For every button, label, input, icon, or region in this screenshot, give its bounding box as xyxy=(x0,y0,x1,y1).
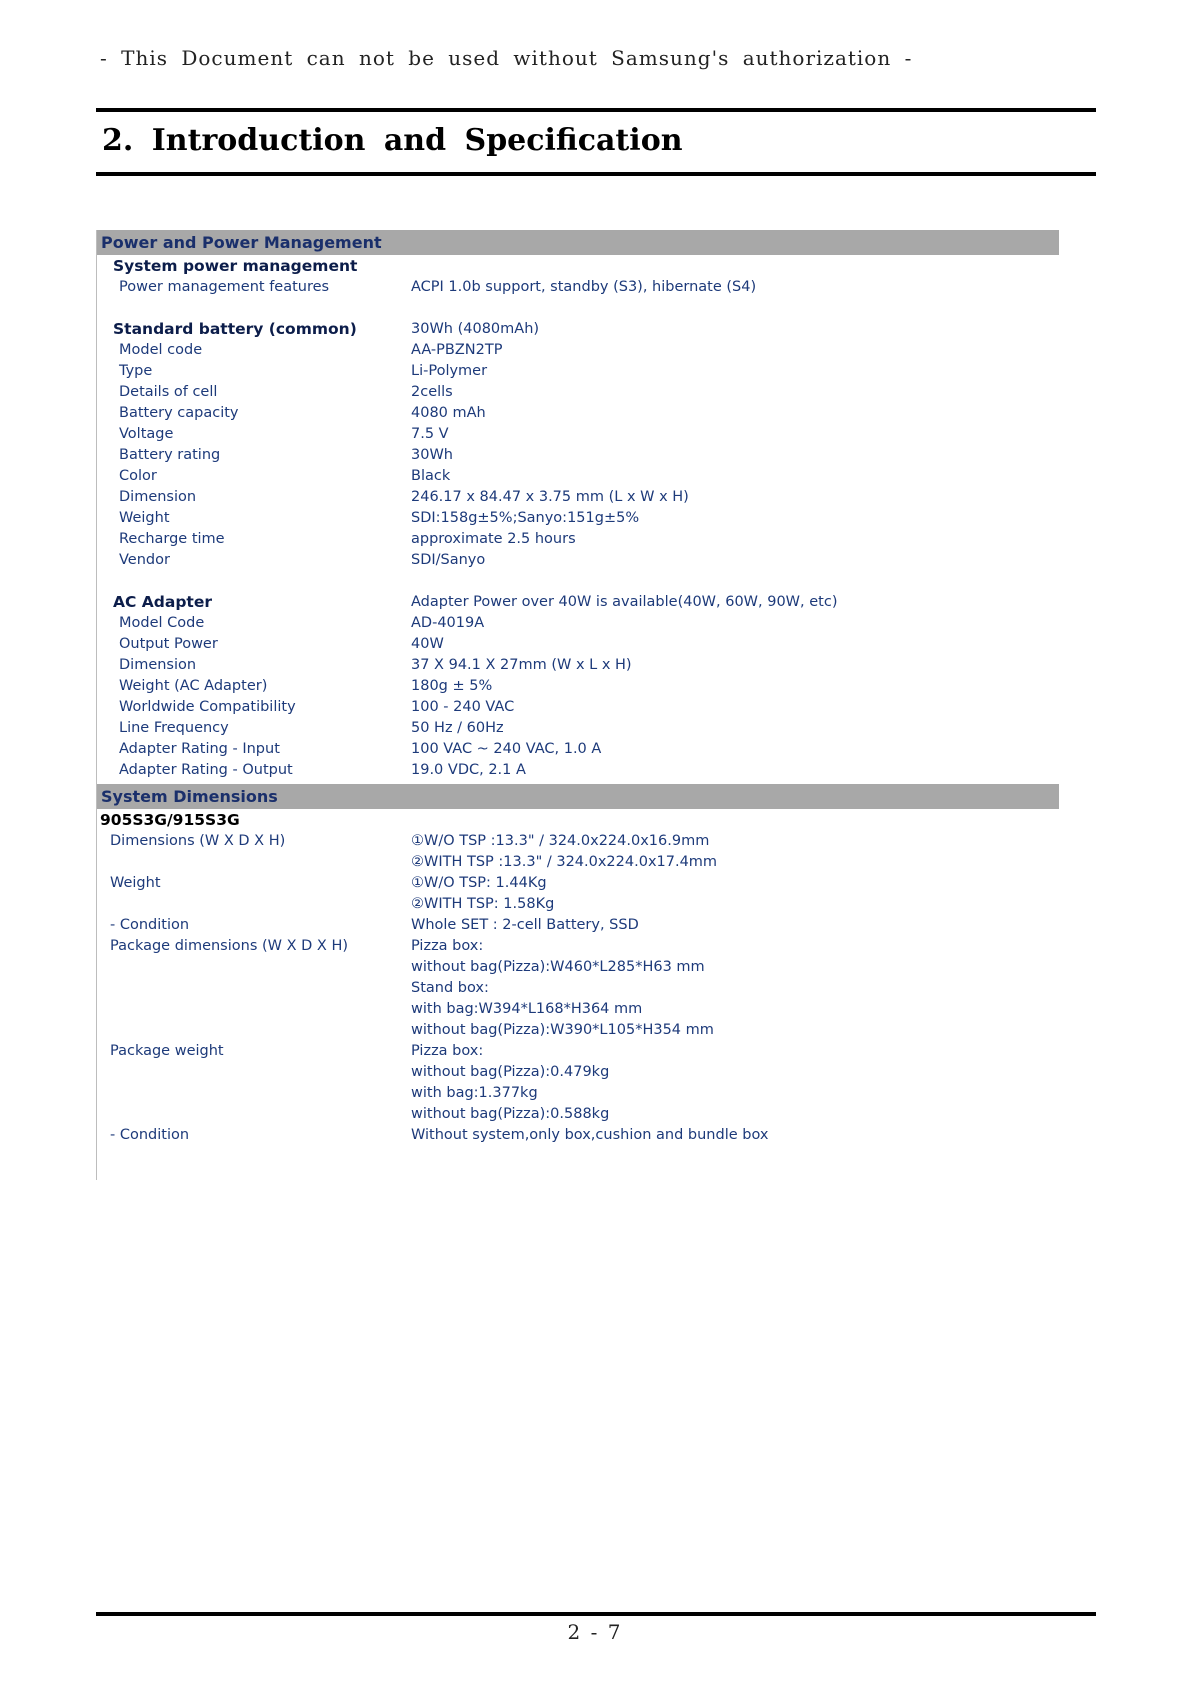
spec-label: Model Code xyxy=(119,615,205,631)
spec-value: ACPI 1.0b support, standby (S3), hibernate (S4) xyxy=(411,279,757,295)
spec-label: Weight xyxy=(110,875,161,891)
spec-row xyxy=(97,1125,1057,1146)
spec-row xyxy=(97,592,1057,613)
spacer-row xyxy=(97,571,1057,592)
spec-label: Package weight xyxy=(110,1043,224,1059)
specification-table xyxy=(96,230,1061,1180)
spec-value: Whole SET : 2-cell Battery, SSD xyxy=(411,917,639,933)
spec-value: 2cells xyxy=(411,384,453,400)
spec-row xyxy=(97,1062,1057,1083)
top-rule xyxy=(96,108,1096,112)
spec-label: Adapter Rating - Output xyxy=(119,762,293,778)
spec-value: 180g ± 5% xyxy=(411,678,493,694)
spec-value: without bag(Pizza):0.588kg xyxy=(411,1106,610,1122)
spec-value: ②WITH TSP: 1.58Kg xyxy=(411,896,555,912)
spec-value: without bag(Pizza):W460*L285*H63 mm xyxy=(411,959,705,975)
spec-label: Model code xyxy=(119,342,203,358)
spec-row xyxy=(97,810,1057,831)
spec-value: AD-4019A xyxy=(411,615,485,631)
spec-row xyxy=(97,361,1057,382)
spec-value: SDI/Sanyo xyxy=(411,552,486,568)
spec-row xyxy=(97,340,1057,361)
spec-row xyxy=(97,1041,1057,1062)
spec-label: Battery capacity xyxy=(119,405,239,421)
spec-value: without bag(Pizza):W390*L105*H354 mm xyxy=(411,1022,714,1038)
spec-label: Vendor xyxy=(119,552,170,568)
spec-row xyxy=(97,634,1057,655)
spec-value: with bag:W394*L168*H364 mm xyxy=(411,1001,643,1017)
spec-row xyxy=(97,487,1057,508)
spec-label: Voltage xyxy=(119,426,174,442)
spec-row xyxy=(97,550,1057,571)
spec-row xyxy=(97,1083,1057,1104)
spec-value: ①W/O TSP: 1.44Kg xyxy=(411,875,547,891)
spec-value: 37 X 94.1 X 27mm (W x L x H) xyxy=(411,657,632,673)
section-header-dimensions: System Dimensions xyxy=(97,784,1059,809)
spec-label: AC Adapter xyxy=(113,593,212,611)
spec-label: Color xyxy=(119,468,157,484)
spec-row xyxy=(97,508,1057,529)
spec-row xyxy=(97,676,1057,697)
spec-row xyxy=(97,403,1057,424)
spec-row xyxy=(97,978,1057,999)
spec-value: 40W xyxy=(411,636,444,652)
document-header-note: - This Document can not be used without Samsung's authorization - xyxy=(100,46,913,70)
spec-label: Output Power xyxy=(119,636,218,652)
spec-value: Adapter Power over 40W is available(40W, 60W, 90W, etc) xyxy=(411,594,838,610)
spec-label: Weight (AC Adapter) xyxy=(119,678,268,694)
spec-label: 905S3G/915S3G xyxy=(100,811,240,829)
spec-value: ①W/O TSP :13.3" / 324.0x224.0x16.9mm xyxy=(411,833,710,849)
spec-row xyxy=(97,999,1057,1020)
spec-row xyxy=(97,894,1057,915)
spec-value: Without system,only box,cushion and bundle box xyxy=(411,1127,769,1143)
spec-value: Stand box: xyxy=(411,980,489,996)
spec-row xyxy=(97,529,1057,550)
spec-row xyxy=(97,613,1057,634)
spec-label: Dimension xyxy=(119,657,197,673)
spec-label: Recharge time xyxy=(119,531,225,547)
spec-value: Li-Polymer xyxy=(411,363,488,379)
spec-value: approximate 2.5 hours xyxy=(411,531,576,547)
spec-value: 30Wh (4080mAh) xyxy=(411,321,540,337)
spec-value: ②WITH TSP :13.3" / 324.0x224.0x17.4mm xyxy=(411,854,718,870)
spec-value: AA-PBZN2TP xyxy=(411,342,503,358)
spacer-row xyxy=(97,298,1057,319)
spec-label: Adapter Rating - Input xyxy=(119,741,280,757)
spec-label: System power management xyxy=(113,257,358,275)
title-rule xyxy=(96,172,1096,176)
spec-value: Pizza box: xyxy=(411,1043,484,1059)
spec-row xyxy=(97,697,1057,718)
spec-row xyxy=(97,831,1057,852)
spec-label: Package dimensions (W X D X H) xyxy=(110,938,349,954)
spec-value: 100 - 240 VAC xyxy=(411,699,515,715)
spec-row xyxy=(97,1104,1057,1125)
spec-row xyxy=(97,445,1057,466)
spec-row xyxy=(97,957,1057,978)
spec-label: Dimensions (W X D X H) xyxy=(110,833,286,849)
spec-label: Line Frequency xyxy=(119,720,229,736)
page-title: 2. Introduction and Specification xyxy=(102,123,683,158)
spec-row xyxy=(97,718,1057,739)
spec-label: - Condition xyxy=(110,1127,190,1143)
spec-value: 50 Hz / 60Hz xyxy=(411,720,504,736)
spec-value: 4080 mAh xyxy=(411,405,486,421)
spec-row xyxy=(97,873,1057,894)
spec-label: Standard battery (common) xyxy=(113,320,357,338)
spec-value: 30Wh xyxy=(411,447,453,463)
spec-row xyxy=(97,424,1057,445)
spec-value: Black xyxy=(411,468,451,484)
spec-value: SDI:158g±5%;Sanyo:151g±5% xyxy=(411,510,640,526)
spec-value: 19.0 VDC, 2.1 A xyxy=(411,762,526,778)
spec-row xyxy=(97,760,1057,781)
spec-label: Battery rating xyxy=(119,447,221,463)
spec-row xyxy=(97,852,1057,873)
spec-row xyxy=(97,1020,1057,1041)
spec-row xyxy=(97,466,1057,487)
section-header-power: Power and Power Management xyxy=(97,230,1059,255)
spec-value: 246.17 x 84.47 x 3.75 mm (L x W x H) xyxy=(411,489,689,505)
page-number: 2 - 7 xyxy=(567,1620,623,1644)
spec-row xyxy=(97,256,1057,277)
spec-label: Dimension xyxy=(119,489,197,505)
spec-value: without bag(Pizza):0.479kg xyxy=(411,1064,610,1080)
spec-row xyxy=(97,655,1057,676)
spec-label: Worldwide Compatibility xyxy=(119,699,296,715)
spec-value: Pizza box: xyxy=(411,938,484,954)
spec-label: Type xyxy=(119,363,153,379)
spec-row xyxy=(97,319,1057,340)
bottom-rule xyxy=(96,1612,1096,1616)
spec-value: 7.5 V xyxy=(411,426,449,442)
spec-row xyxy=(97,915,1057,936)
spec-label: - Condition xyxy=(110,917,190,933)
spec-row xyxy=(97,936,1057,957)
spec-value: with bag:1.377kg xyxy=(411,1085,538,1101)
spec-value: 100 VAC ~ 240 VAC, 1.0 A xyxy=(411,741,602,757)
spec-label: Power management features xyxy=(119,279,330,295)
spec-label: Weight xyxy=(119,510,170,526)
spec-row xyxy=(97,739,1057,760)
spec-row xyxy=(97,382,1057,403)
spec-row xyxy=(97,277,1057,298)
spec-label: Details of cell xyxy=(119,384,218,400)
